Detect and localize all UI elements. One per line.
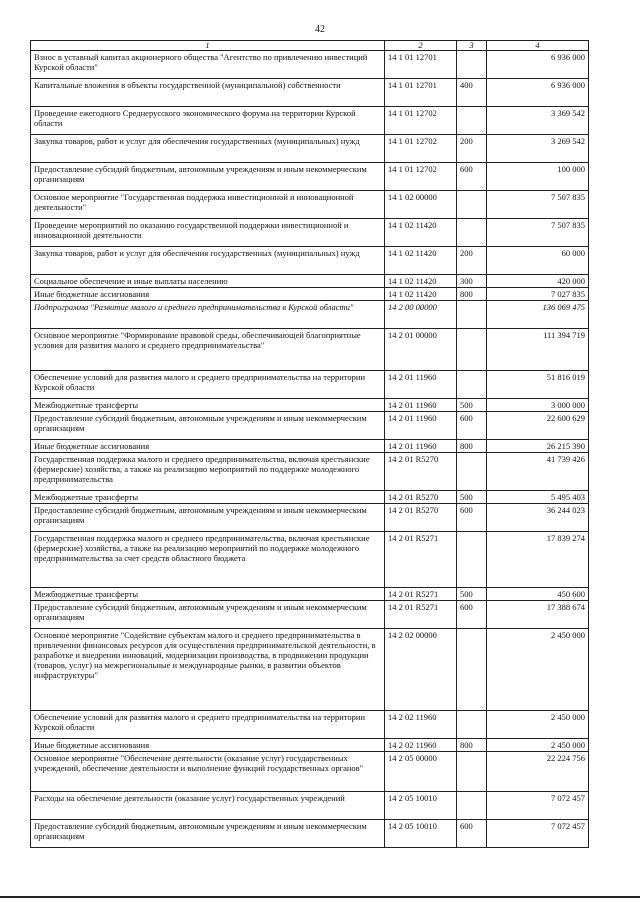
row-code-cell: 14 2 01 11960 <box>385 440 457 453</box>
row-amount-cell: 51 816 019 <box>487 371 589 399</box>
row-code-cell: 14 2 02 11960 <box>385 711 457 739</box>
row-amount-cell: 5 495 403 <box>487 491 589 504</box>
table-row <box>31 51 589 79</box>
row-name-cell: Основное мероприятие "Государственная поддержка инвестиционной и инновационной деятельности" <box>31 191 385 219</box>
row-amount-cell: 450 600 <box>487 588 589 601</box>
row-code-cell: 14 2 01 R5271 <box>385 588 457 601</box>
page-number: 42 <box>315 24 325 35</box>
table-row <box>31 107 589 135</box>
row-type-cell <box>457 752 487 792</box>
row-amount-cell: 420 000 <box>487 275 589 288</box>
page-bottom-rule <box>0 896 640 898</box>
row-name-cell: Предоставление субсидий бюджетным, автономным учреждениям и иным некоммерческим организациям <box>31 601 385 629</box>
table-row <box>31 532 589 588</box>
row-name-cell: Подпрограмма "Развитие малого и среднего предпринимательства в Курской области" <box>31 301 385 329</box>
row-code-cell: 14 1 01 12702 <box>385 163 457 191</box>
row-type-cell <box>457 629 487 711</box>
row-code-cell: 14 1 01 12702 <box>385 135 457 163</box>
row-name-cell: Закупка товаров, работ и услуг для обеспечения государственных (муниципальных) нужд <box>31 135 385 163</box>
row-code-cell: 14 1 02 00000 <box>385 191 457 219</box>
row-code-cell: 14 2 01 11960 <box>385 412 457 440</box>
row-code-cell: 14 2 00 00000 <box>385 301 457 329</box>
row-name-cell: Предоставление субсидий бюджетным, автономным учреждениям и иным некоммерческим организациям <box>31 163 385 191</box>
table-row <box>31 301 589 329</box>
row-amount-cell: 3 269 542 <box>487 135 589 163</box>
row-amount-cell: 3 369 542 <box>487 107 589 135</box>
row-amount-cell: 7 072 457 <box>487 820 589 848</box>
row-name-cell: Обеспечение условий для развития малого и среднего предпринимательства на территории Курской области <box>31 371 385 399</box>
row-type-cell: 800 <box>457 288 487 301</box>
row-name-cell: Расходы на обеспечение деятельности (оказание услуг) государственных учреждений <box>31 792 385 820</box>
row-amount-cell: 22 600 629 <box>487 412 589 440</box>
row-code-cell: 14 2 02 00000 <box>385 629 457 711</box>
header-col-4: 4 <box>487 41 589 51</box>
table-row <box>31 792 589 820</box>
table-row <box>31 820 589 848</box>
table-row <box>31 491 589 504</box>
row-amount-cell: 2 450 000 <box>487 629 589 711</box>
row-type-cell <box>457 453 487 491</box>
row-type-cell: 600 <box>457 601 487 629</box>
row-code-cell: 14 2 05 10010 <box>385 792 457 820</box>
row-type-cell: 200 <box>457 247 487 275</box>
row-type-cell <box>457 219 487 247</box>
row-name-cell: Основное мероприятие "Содействие субъектам малого и среднего предпринимательства в привлечении финансовых ресурсов для осуществления предпринимательской деятельности, в разработке и внедрении инноваций, модернизации производства, в продвижении продукции (товаров, услуг) на межрегиональные и международные рынки, в развитии объектов инфраструктуры" <box>31 629 385 711</box>
table-row <box>31 219 589 247</box>
budget-table <box>30 40 589 848</box>
table-row <box>31 288 589 301</box>
row-amount-cell: 3 000 000 <box>487 399 589 412</box>
table-header <box>31 41 589 51</box>
table-row <box>31 440 589 453</box>
table-row <box>31 629 589 711</box>
row-name-cell: Основное мероприятие "Формирование правовой среды, обеспечивающей благоприятные условия для развития малого и среднего предпринимательства" <box>31 329 385 371</box>
row-amount-cell: 100 000 <box>487 163 589 191</box>
row-code-cell: 14 1 01 12701 <box>385 51 457 79</box>
row-amount-cell: 6 936 000 <box>487 51 589 79</box>
table-body <box>31 51 589 848</box>
table-row <box>31 504 589 532</box>
row-code-cell: 14 2 05 00000 <box>385 752 457 792</box>
table-row <box>31 601 589 629</box>
row-type-cell: 200 <box>457 135 487 163</box>
row-type-cell: 800 <box>457 739 487 752</box>
table-row <box>31 371 589 399</box>
row-amount-cell: 2 450 000 <box>487 711 589 739</box>
row-name-cell: Межбюджетные трансферты <box>31 399 385 412</box>
row-name-cell: Социальное обеспечение и иные выплаты населению <box>31 275 385 288</box>
table-row <box>31 711 589 739</box>
row-amount-cell: 26 215 390 <box>487 440 589 453</box>
row-code-cell: 14 1 02 11420 <box>385 219 457 247</box>
row-type-cell: 600 <box>457 820 487 848</box>
row-type-cell: 600 <box>457 163 487 191</box>
row-amount-cell: 36 244 023 <box>487 504 589 532</box>
row-type-cell <box>457 107 487 135</box>
row-name-cell: Закупка товаров, работ и услуг для обеспечения государственных (муниципальных) нужд <box>31 247 385 275</box>
table-row <box>31 588 589 601</box>
row-name-cell: Межбюджетные трансферты <box>31 491 385 504</box>
row-amount-cell: 7 507 835 <box>487 191 589 219</box>
row-code-cell: 14 1 02 11420 <box>385 275 457 288</box>
table-row <box>31 163 589 191</box>
row-type-cell <box>457 711 487 739</box>
row-name-cell: Предоставление субсидий бюджетным, автономным учреждениям и иным некоммерческим организациям <box>31 820 385 848</box>
row-code-cell: 14 2 01 R5270 <box>385 453 457 491</box>
row-type-cell <box>457 329 487 371</box>
table-row <box>31 329 589 371</box>
table-row <box>31 247 589 275</box>
table-row <box>31 275 589 288</box>
row-name-cell: Проведение мероприятий по оказанию государственной поддержки инвестиционной и инновационной деятельности <box>31 219 385 247</box>
row-name-cell: Государственная поддержка малого и среднего предпринимательства, включая крестьянские (фермерские) хозяйства, а также на реализацию мероприятий по поддержке молодежного предпринимательства за счет средств областного бюджета <box>31 532 385 588</box>
row-amount-cell: 136 069 475 <box>487 301 589 329</box>
row-amount-cell: 2 450 000 <box>487 739 589 752</box>
row-code-cell: 14 2 01 11960 <box>385 371 457 399</box>
row-name-cell: Основное мероприятие "Обеспечение деятельности (оказание услуг) государственных учреждений, обеспечение деятельности и выполнение функций государственных органов" <box>31 752 385 792</box>
row-name-cell: Предоставление субсидий бюджетным, автономным учреждениям и иным некоммерческим организациям <box>31 504 385 532</box>
row-amount-cell: 60 000 <box>487 247 589 275</box>
table-row <box>31 453 589 491</box>
table-row <box>31 412 589 440</box>
row-name-cell: Проведение ежегодного Среднерусского экономического форума на территории Курской области <box>31 107 385 135</box>
table-row <box>31 752 589 792</box>
row-code-cell: 14 2 01 R5271 <box>385 532 457 588</box>
table-row <box>31 79 589 107</box>
row-type-cell: 500 <box>457 588 487 601</box>
row-name-cell: Иные бюджетные ассигнования <box>31 440 385 453</box>
row-amount-cell: 7 027 835 <box>487 288 589 301</box>
table-row <box>31 191 589 219</box>
row-type-cell <box>457 792 487 820</box>
row-code-cell: 14 1 02 11420 <box>385 288 457 301</box>
row-name-cell: Обеспечение условий для развития малого и среднего предпринимательства на территории Курской области <box>31 711 385 739</box>
row-type-cell <box>457 532 487 588</box>
row-name-cell: Государственная поддержка малого и среднего предпринимательства, включая крестьянские (фермерские) хозяйства, а также на реализацию мероприятий по поддержке молодежного предпринимательства <box>31 453 385 491</box>
row-code-cell: 14 1 01 12701 <box>385 79 457 107</box>
row-type-cell: 500 <box>457 491 487 504</box>
row-type-cell: 800 <box>457 440 487 453</box>
row-code-cell: 14 2 02 11960 <box>385 739 457 752</box>
row-type-cell <box>457 51 487 79</box>
row-type-cell: 600 <box>457 504 487 532</box>
row-amount-cell: 17 839 274 <box>487 532 589 588</box>
row-type-cell <box>457 301 487 329</box>
row-amount-cell: 22 224 756 <box>487 752 589 792</box>
row-amount-cell: 17 388 674 <box>487 601 589 629</box>
table-row <box>31 739 589 752</box>
header-row <box>31 41 589 51</box>
row-name-cell: Предоставление субсидий бюджетным, автономным учреждениям и иным некоммерческим организациям <box>31 412 385 440</box>
row-name-cell: Капитальные вложения в объекты государственной (муниципальной) собственности <box>31 79 385 107</box>
row-type-cell: 300 <box>457 275 487 288</box>
row-type-cell: 400 <box>457 79 487 107</box>
row-code-cell: 14 2 01 11960 <box>385 399 457 412</box>
row-code-cell: 14 1 01 12702 <box>385 107 457 135</box>
row-amount-cell: 6 936 000 <box>487 79 589 107</box>
table-row <box>31 399 589 412</box>
row-name-cell: Межбюджетные трансферты <box>31 588 385 601</box>
row-amount-cell: 41 739 426 <box>487 453 589 491</box>
header-col-3: 3 <box>457 41 487 51</box>
row-type-cell: 500 <box>457 399 487 412</box>
row-type-cell <box>457 191 487 219</box>
row-code-cell: 14 2 01 R5271 <box>385 601 457 629</box>
header-col-1: 1 <box>31 41 385 51</box>
row-type-cell <box>457 371 487 399</box>
row-code-cell: 14 2 05 10010 <box>385 820 457 848</box>
header-col-2: 2 <box>385 41 457 51</box>
table-row <box>31 135 589 163</box>
row-code-cell: 14 2 01 R5270 <box>385 491 457 504</box>
row-code-cell: 14 2 01 00000 <box>385 329 457 371</box>
row-amount-cell: 7 507 835 <box>487 219 589 247</box>
row-name-cell: Иные бюджетные ассигнования <box>31 739 385 752</box>
row-amount-cell: 7 072 457 <box>487 792 589 820</box>
row-name-cell: Иные бюджетные ассигнования <box>31 288 385 301</box>
row-amount-cell: 111 394 719 <box>487 329 589 371</box>
row-name-cell: Взнос в уставный капитал акционерного общества "Агентство по привлечению инвестиций Курской области" <box>31 51 385 79</box>
row-type-cell: 600 <box>457 412 487 440</box>
row-code-cell: 14 2 01 R5270 <box>385 504 457 532</box>
row-code-cell: 14 1 02 11420 <box>385 247 457 275</box>
